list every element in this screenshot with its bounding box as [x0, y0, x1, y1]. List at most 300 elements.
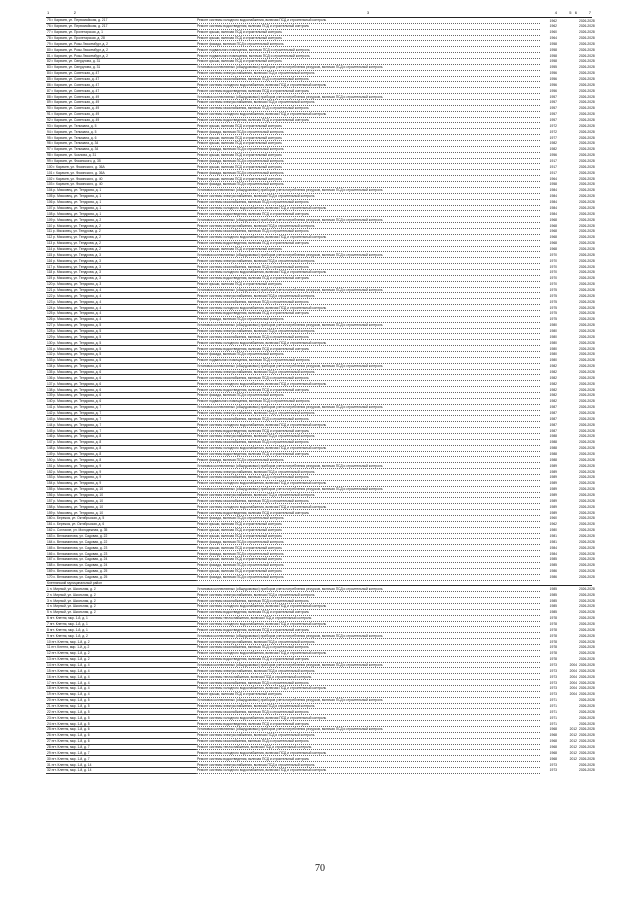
address-cell: 107 р. Мясковец, ул. Тендрова, д. 1 — [46, 205, 196, 211]
work-type-cell: Ремонт системы электроснабжения, включая ПСД и строительный контроль — [196, 492, 540, 498]
address-cell: 100 г. Карачев, ул. Фокинского, д. 36А — [46, 164, 196, 170]
planned-period-cell: 2026-2028 — [579, 217, 595, 222]
year-built-cell: 1962 — [549, 24, 557, 29]
address-cell: 112 р. Мясковец, ул. Тендрова, д. 2 — [46, 234, 196, 240]
planned-period-cell: 2026-2028 — [579, 592, 595, 597]
year-renovated-cell: 2012 — [569, 733, 577, 738]
year-built-cell: 1982 — [549, 369, 557, 374]
year-built-cell: 1957 — [549, 94, 557, 99]
work-type-cell: Ремонт системы газоснабжения, включая ПСД и строительный контроль — [196, 105, 540, 111]
address-cell: 83 г. Карачев, ул. Свердлова, д. 31 — [46, 64, 196, 70]
year-built-cell: 1962 — [549, 18, 557, 23]
address-cell: 29 пгт. Клетня, мкр. 1-й, д. 7 — [46, 750, 196, 756]
year-built-cell: 1958 — [549, 53, 557, 58]
year-built-cell: 1978 — [549, 639, 557, 644]
year-built-cell: 1980 — [549, 328, 557, 333]
planned-period-cell: 2026-2028 — [579, 311, 595, 316]
year-built-cell: 1989 — [549, 469, 557, 474]
planned-period-cell: 2026-2028 — [579, 674, 595, 679]
planned-period-cell: 2026-2028 — [579, 381, 595, 386]
work-type-cell: Ремонт системы холодного водоснабжения, включая ПСД и строительный контроль — [196, 504, 540, 510]
address-cell: 28 пгт. Клетня, мкр. 1-й, д. 7 — [46, 744, 196, 750]
work-type-cell: Ремонт системы холодного водоснабжения, включая ПСД и строительный контроль — [196, 768, 540, 774]
planned-period-cell: 2026-2028 — [579, 159, 595, 164]
year-built-cell: 1968 — [549, 750, 557, 755]
year-built-cell: 1975 — [549, 293, 557, 298]
address-cell: 10 пгт. Клетня, мкр. 1-й, д. 2 — [46, 639, 196, 645]
year-built-cell: 1989 — [549, 463, 557, 468]
planned-period-cell: 2026-2028 — [579, 475, 595, 480]
planned-period-cell: 2026-2028 — [579, 598, 595, 603]
year-built-cell: 1989 — [549, 498, 557, 503]
year-built-cell: 1968 — [549, 739, 557, 744]
work-type-cell: Ремонт системы электроснабжения, включая ПСД и строительный контроль — [196, 592, 540, 598]
planned-period-cell: 2026-2028 — [579, 282, 595, 287]
address-cell: 99 г. Карачев, ул. Фокинского, д. 35 — [46, 158, 196, 164]
address-cell: 12 пгт. Клетня, мкр. 1-й, д. 2 — [46, 650, 196, 656]
address-cell: 86 г. Карачев, ул. Советская, д. 47 — [46, 82, 196, 88]
work-type-cell: Ремонт системы холодного водоснабжения, включая ПСД и строительный контроль — [196, 305, 540, 311]
address-cell: 149 р. Мясковец, ул. Тендрова, д. 8 — [46, 451, 196, 457]
planned-period-cell: 2026-2028 — [579, 539, 595, 544]
year-built-cell: 1955 — [549, 65, 557, 70]
year-built-cell: 1986 — [549, 569, 557, 574]
work-type-cell: Ремонт системы водоотведения, включая ПСД и строительный контроль — [196, 346, 540, 352]
work-type-cell: Ремонт системы холодного водоснабжения, включая ПСД и строительный контроль — [196, 603, 540, 609]
year-renovated-cell: 2004 — [569, 674, 577, 679]
address-cell: 111 р. Мясковец, ул. Тендрова, д. 2 — [46, 228, 196, 234]
address-cell: 8 пгт. Клетня, мкр. 1-й, д. 1 — [46, 627, 196, 633]
year-built-cell: 1971 — [549, 698, 557, 703]
year-built-cell: 1968 — [549, 229, 557, 234]
year-built-cell: 1987 — [549, 416, 557, 421]
address-cell: 81 г. Карачев, ул. Розы Люксембург, д. 2 — [46, 53, 196, 59]
planned-period-cell: 2026-2028 — [579, 575, 595, 580]
work-type-cell: Ремонт фасада, включая ПСД и строительный контроль — [196, 316, 540, 322]
year-built-cell: 1973 — [549, 680, 557, 685]
work-type-cell: Установка коллективных (общедомовых) приборов учета потребления ресурсов, включая ПСД и строительный контроль — [196, 486, 540, 492]
year-built-cell: 1980 — [549, 346, 557, 351]
year-renovated-cell: 2012 — [569, 727, 577, 732]
work-type-cell: Ремонт крыши, включая ПСД и строительный контроль — [196, 527, 540, 533]
planned-period-cell: 2026-2028 — [579, 346, 595, 351]
address-cell: 117 р. Мясковец, ул. Тендрова, д. 3 — [46, 264, 196, 270]
work-type-cell: Ремонт системы теплоснабжения, включая ПСД и строительный контроль — [196, 615, 540, 621]
planned-period-cell: 2026-2028 — [579, 36, 595, 40]
work-type-cell: Ремонт фасада, включая ПСД и строительный контроль — [196, 393, 540, 399]
year-built-cell: 1978 — [549, 616, 557, 621]
work-type-cell: Ремонт системы водоотведения, включая ПСД и строительный контроль — [196, 88, 540, 94]
address-cell: 154 р. Мясковец, ул. Тендрова, д. 9 — [46, 480, 196, 486]
year-built-cell: 1988 — [549, 440, 557, 445]
year-built-cell: 1980 — [549, 528, 557, 533]
planned-period-cell: 2026-2028 — [579, 645, 595, 650]
work-type-cell: Ремонт системы электроснабжения, включая ПСД и строительный контроль — [196, 369, 540, 375]
work-type-cell: Ремонт системы водоотведения, включая ПСД и строительный контроль — [196, 656, 540, 662]
planned-period-cell: 2026-2028 — [579, 522, 595, 527]
work-type-cell: Ремонт системы газоснабжения, включая ПСД и строительный контроль — [196, 680, 540, 686]
year-built-cell: 1964 — [549, 176, 557, 181]
address-cell: 11 пгт. Клетня, мкр. 1-й, д. 2 — [46, 644, 196, 650]
work-type-cell: Ремонт фасада, включая ПСД и строительный контроль — [196, 457, 540, 463]
year-built-cell: 1968 — [549, 727, 557, 732]
year-built-cell: 1984 — [549, 551, 557, 556]
address-cell: 110 р. Мясковец, ул. Тендрова, д. 2 — [46, 223, 196, 229]
address-cell: 158 р. Мясковец, ул. Тендрова, д. 10 — [46, 504, 196, 510]
work-type-cell: Ремонт системы газоснабжения, включая ПСД и строительный контроль — [196, 598, 540, 604]
work-type-cell: Ремонт системы водоотведения, включая ПСД и строительный контроль — [196, 627, 540, 633]
address-cell: 20 пгт. Клетня, мкр. 1-й, д. 5 — [46, 697, 196, 703]
planned-period-cell: 2026-2028 — [579, 440, 595, 445]
year-built-cell: 1978 — [549, 645, 557, 650]
work-type-cell: Ремонт системы холодного водоснабжения, включая ПСД и строительный контроль — [196, 480, 540, 486]
work-type-cell: Ремонт системы газоснабжения, включая ПСД и строительный контроль — [196, 199, 540, 205]
planned-period-cell: 2026-2028 — [579, 118, 595, 123]
year-built-cell: 1956 — [549, 82, 557, 87]
address-cell: 15 пгт. Клетня, мкр. 1-й, д. 4 — [46, 668, 196, 674]
year-built-cell: 1973 — [549, 668, 557, 673]
year-built-cell: 1968 — [549, 744, 557, 749]
year-renovated-cell: 2004 — [569, 680, 577, 685]
work-type-cell: Ремонт системы водоотведения, включая ПСД и строительный контроль — [196, 117, 540, 123]
planned-period-cell: 2026-2028 — [579, 569, 595, 574]
work-type-cell: Ремонт фасада, включая ПСД и строительный контроль — [196, 574, 540, 580]
address-cell: 132 р. Мясковец, ул. Тендрова, д. 5 — [46, 351, 196, 357]
planned-period-cell: 2026-2028 — [579, 744, 595, 749]
year-renovated-cell: 2004 — [569, 692, 577, 697]
address-cell: 96 г. Карачев, ул. Тельмана, д. 34 — [46, 141, 196, 147]
address-cell: 129 р. Мясковец, ул. Тендрова, д. 5 — [46, 334, 196, 340]
address-cell: 19 пгт. Клетня, мкр. 1-й, д. 4 — [46, 691, 196, 697]
table-row — [46, 768, 592, 774]
year-built-cell: 1957 — [549, 112, 557, 117]
address-cell: 22 пгт. Клетня, мкр. 1-й, д. 5 — [46, 709, 196, 715]
planned-period-cell: 2026-2028 — [579, 709, 595, 714]
year-renovated-cell: 2012 — [569, 739, 577, 744]
address-cell: 16 пгт. Клетня, мкр. 1-й, д. 4 — [46, 674, 196, 680]
work-type-cell: Ремонт фасада, включая ПСД и строительный контроль — [196, 539, 540, 545]
planned-period-cell: 2026-2028 — [579, 229, 595, 234]
work-type-cell: Ремонт системы холодного водоснабжения, включая ПСД и строительный контроль — [196, 621, 540, 627]
work-type-cell: Ремонт системы водоотведения, включая ПСД и строительный контроль — [196, 240, 540, 246]
address-cell: 169 с. Вельяминова, ул. Садовая, д. 25 — [46, 568, 196, 574]
work-type-cell: Установка коллективных (общедомовых) приборов учета потребления ресурсов, включая ПСД и строительный контроль — [196, 217, 540, 223]
planned-period-cell: 2026-2028 — [579, 750, 595, 755]
work-type-cell: Ремонт системы электроснабжения, включая ПСД и строительный контроль — [196, 100, 540, 106]
planned-period-cell: 2026-2028 — [579, 106, 595, 111]
planned-period-cell: 2026-2028 — [579, 422, 595, 427]
year-built-cell: 1956 — [549, 77, 557, 82]
year-built-cell: 1984 — [549, 188, 557, 193]
address-cell: 155 р. Мясковец, ул. Тендрова, д. 10 — [46, 486, 196, 492]
year-built-cell: 1982 — [549, 387, 557, 392]
header-col-7: 7 — [578, 8, 592, 18]
planned-period-cell: 2026-2028 — [579, 657, 595, 662]
address-cell: 104 р. Мясковец, ул. Тендрова, д. 1 — [46, 187, 196, 193]
year-renovated-cell: 2012 — [569, 750, 577, 755]
planned-period-cell: 2026-2028 — [579, 733, 595, 738]
work-type-cell: Ремонт системы водоотведения, включая ПСД и строительный контроль — [196, 721, 540, 727]
address-cell: 137 р. Мясковец, ул. Тендрова, д. 6 — [46, 381, 196, 387]
work-type-cell: Ремонт системы холодного водоснабжения, включая ПСД и строительный контроль — [196, 685, 540, 691]
year-built-cell: 1984 — [549, 205, 557, 210]
address-cell: 165 с. Вельяминова, ул. Садовая, д. 23 — [46, 545, 196, 551]
address-cell: 102 г. Карачев, ул. Фокинского, д. 40 — [46, 176, 196, 182]
address-cell: 157 р. Мясковец, ул. Тендрова, д. 10 — [46, 498, 196, 504]
address-cell: 118 р. Мясковец, ул. Тендрова, д. 3 — [46, 269, 196, 275]
work-type-cell: Ремонт фасада, включая ПСД и строительный контроль — [196, 516, 540, 522]
address-cell: 106 р. Мясковец, ул. Тендрова, д. 1 — [46, 199, 196, 205]
planned-period-cell: 2026-2028 — [579, 340, 595, 345]
year-renovated-cell: 2012 — [569, 756, 577, 761]
work-type-cell: Ремонт системы теплоснабжения, включая ПСД и строительный контроль — [196, 744, 540, 750]
work-type-cell: Установка коллективных (общедомовых) приборов учета потребления ресурсов, включая ПСД и строительный контроль — [196, 586, 540, 592]
address-cell: 9 пгт. Клетня, мкр. 1-й, д. 2 — [46, 633, 196, 639]
address-cell: 167 с. Вельяминова, ул. Садовая, д. 24 — [46, 557, 196, 563]
year-built-cell: 1962 — [549, 522, 557, 527]
work-type-cell: Ремонт крыши, включая ПСД и строительный контроль — [196, 281, 540, 287]
address-cell: 109 р. Мясковец, ул. Тендрова, д. 2 — [46, 217, 196, 223]
planned-period-cell: 2026-2028 — [579, 41, 595, 46]
address-cell: 130 р. Мясковец, ул. Тендрова, д. 5 — [46, 340, 196, 346]
address-cell: 18 пгт. Клетня, мкр. 1-й, д. 4 — [46, 685, 196, 691]
work-type-cell: Ремонт системы газоснабжения, включая ПСД и строительный контроль — [196, 738, 540, 744]
planned-period-cell: 2026-2028 — [579, 768, 595, 773]
address-cell: 101 г. Карачев, ул. Фокинского, д. 36А — [46, 170, 196, 176]
work-type-cell: Ремонт системы электроснабжения, включая ПСД и строительный контроль — [196, 328, 540, 334]
address-cell: 140 р. Мясковец, ул. Тендрова, д. 6 — [46, 398, 196, 404]
year-built-cell: 1971 — [549, 721, 557, 726]
planned-period-cell: 2026-2028 — [579, 762, 595, 767]
planned-period-cell: 2026-2028 — [579, 528, 595, 533]
address-cell: 115 р. Мясковец, ул. Тендрова, д. 3 — [46, 252, 196, 258]
year-built-cell: 1958 — [549, 182, 557, 187]
work-type-cell: Ремонт системы электроснабжения, включая ПСД и строительный контроль — [196, 703, 540, 709]
year-renovated-cell: 2004 — [569, 662, 577, 667]
planned-period-cell: 2026-2028 — [579, 88, 595, 93]
address-cell: 92 г. Карачев, ул. Советская, д. 49 — [46, 117, 196, 123]
address-cell: 89 г. Карачев, ул. Советская, д. 49 — [46, 100, 196, 106]
planned-period-cell: 2026-2028 — [579, 534, 595, 539]
year-built-cell: 1980 — [549, 358, 557, 363]
planned-period-cell: 2026-2028 — [579, 293, 595, 298]
year-built-cell: 1980 — [549, 352, 557, 357]
address-cell: 147 р. Мясковец, ул. Тендрова, д. 8 — [46, 439, 196, 445]
address-cell: 25 пгт. Клетня, мкр. 1-й, д. 6 — [46, 726, 196, 732]
year-built-cell: 1964 — [549, 36, 557, 40]
planned-period-cell: 2026-2028 — [579, 557, 595, 562]
register-sheet — [46, 8, 595, 774]
work-type-cell: Ремонт системы газоснабжения, включая ПСД и строительный контроль — [196, 375, 540, 381]
planned-period-cell: 2026-2028 — [579, 270, 595, 275]
work-type-cell: Ремонт крыши, включая ПСД и строительный контроль — [196, 135, 540, 141]
address-cell: 80 г. Карачев, ул. Розы Люксембург, д. 2 — [46, 47, 196, 53]
planned-period-cell: 2026-2028 — [579, 71, 595, 76]
year-built-cell: 1985 — [549, 563, 557, 568]
planned-period-cell: 2026-2028 — [579, 604, 595, 609]
work-type-cell: Установка коллективных (общедомовых) приборов учета потребления ресурсов, включая ПСД и строительный контроль — [196, 404, 540, 410]
work-type-cell: Ремонт подвального помещения, включая ПСД и строительный контроль — [196, 53, 540, 59]
work-type-cell: Ремонт системы холодного водоснабжения, включая ПСД и строительный контроль — [196, 234, 540, 240]
work-type-cell: Ремонт крыши, включая ПСД и строительный контроль — [196, 59, 540, 65]
planned-period-cell: 2026-2028 — [579, 651, 595, 656]
year-built-cell: 1956 — [549, 71, 557, 76]
address-cell: 93 г. Карачев, ул. Тельмана, д. 5 — [46, 123, 196, 129]
year-built-cell: 1987 — [549, 428, 557, 433]
planned-period-cell: 2026-2028 — [579, 276, 595, 281]
work-type-cell: Установка коллективных (общедомовых) приборов учета потребления ресурсов, включая ПСД и строительный контроль — [196, 697, 540, 703]
work-type-cell: Ремонт крыши, включая ПСД и строительный контроль — [196, 521, 540, 527]
year-built-cell: 1956 — [549, 88, 557, 93]
year-built-cell: 1958 — [549, 59, 557, 64]
planned-period-cell: 2026-2028 — [579, 587, 595, 592]
work-type-cell: Ремонт крыши, включая ПСД и строительный контроль — [196, 557, 540, 563]
work-type-cell: Ремонт подвального помещения, включая ПСД и строительный контроль — [196, 357, 540, 363]
address-cell: 94 г. Карачев, ул. Тельмана, д. 5 — [46, 129, 196, 135]
work-type-cell: Установка коллективных (общедомовых) приборов учета потребления ресурсов, включая ПСД и строительный контроль — [196, 726, 540, 732]
repair-register-table — [46, 8, 595, 774]
year-built-cell: 1984 — [549, 194, 557, 199]
address-cell: 136 р. Мясковец, ул. Тендрова, д. 6 — [46, 375, 196, 381]
year-built-cell: 1978 — [549, 633, 557, 638]
year-built-cell: 1957 — [549, 118, 557, 123]
address-cell: 24 пгт. Клетня, мкр. 1-й, д. 5 — [46, 721, 196, 727]
year-built-cell: 1968 — [549, 241, 557, 246]
work-type-cell: Ремонт системы водоотведения, включая ПСД и строительный контроль — [196, 275, 540, 281]
year-built-cell: 1973 — [549, 768, 557, 773]
work-type-cell: Ремонт фасада, включая ПСД и строительный контроль — [196, 551, 540, 557]
work-type-cell: Ремонт подвального помещения, включая ПСД и строительный контроль — [196, 47, 540, 53]
header-col-4: 4 — [540, 8, 558, 18]
address-cell: 125 р. Мясковец, ул. Тендрова, д. 4 — [46, 310, 196, 316]
address-cell: 120 р. Мясковец, ул. Тендрова, д. 3 — [46, 281, 196, 287]
year-built-cell: 1970 — [549, 282, 557, 287]
work-type-cell: Ремонт фасада, включая ПСД и строительный контроль — [196, 146, 540, 152]
planned-period-cell: 2026-2028 — [579, 194, 595, 199]
address-cell: 160 с. Бережок, ул. Октябрьская, д. 5 — [46, 516, 196, 522]
address-cell: 13 пгт. Клетня, мкр. 1-й, д. 2 — [46, 656, 196, 662]
address-cell: 95 г. Карачев, ул. Тельмана, д. 6 — [46, 135, 196, 141]
year-built-cell: 1968 — [549, 223, 557, 228]
address-cell: 124 р. Мясковец, ул. Тендрова, д. 4 — [46, 305, 196, 311]
planned-period-cell: 2026-2028 — [579, 446, 595, 451]
address-cell: 150 р. Мясковец, ул. Тендрова, д. 8 — [46, 457, 196, 463]
year-built-cell: 1960 — [549, 30, 557, 35]
year-built-cell: 1980 — [549, 340, 557, 345]
work-type-cell: Ремонт системы холодного водоснабжения, включая ПСД и строительный контроль — [196, 82, 540, 88]
address-cell: 141 р. Мясковец, ул. Тендрова, д. 7 — [46, 404, 196, 410]
planned-period-cell: 2026-2028 — [579, 621, 595, 626]
year-built-cell: 1968 — [549, 235, 557, 240]
year-built-cell: 1975 — [549, 287, 557, 292]
work-type-cell: Ремонт системы водоотведения, включая ПСД и строительный контроль — [196, 510, 540, 516]
planned-period-cell: 2026-2028 — [579, 182, 595, 187]
year-built-cell: 1989 — [549, 510, 557, 515]
address-cell: 153 р. Мясковец, ул. Тендрова, д. 9 — [46, 475, 196, 481]
address-cell: 21 пгт. Клетня, мкр. 1-й, д. 5 — [46, 703, 196, 709]
work-type-cell: Ремонт системы электроснабжения, включая ПСД и строительный контроль — [196, 732, 540, 738]
address-cell: 75 г. Карачев, ул. Первомайская, д. 217 — [46, 18, 196, 24]
year-built-cell: 1978 — [549, 657, 557, 662]
work-type-cell: Установка коллективных (общедомовых) приборов учета потребления ресурсов, включая ПСД и строительный контроль — [196, 187, 540, 193]
work-type-cell: Ремонт системы газоснабжения, включая ПСД и строительный контроль — [196, 264, 540, 270]
year-built-cell: 1988 — [549, 446, 557, 451]
address-cell: 145 р. Мясковец, ул. Тендрова, д. 7 — [46, 428, 196, 434]
year-built-cell: 1971 — [549, 703, 557, 708]
planned-period-cell: 2026-2028 — [579, 668, 595, 673]
year-built-cell: 1985 — [549, 557, 557, 562]
year-built-cell: 1982 — [549, 393, 557, 398]
address-cell: 152 р. Мясковец, ул. Тендрова, д. 9 — [46, 469, 196, 475]
work-type-cell: Ремонт системы холодного водоснабжения, включая ПСД и строительный контроль — [196, 205, 540, 211]
address-cell: 168 с. Вельяминова, ул. Садовая, д. 24 — [46, 562, 196, 568]
year-built-cell: 1985 — [549, 598, 557, 603]
work-type-cell: Ремонт системы водоотведения, включая ПСД и строительный контроль — [196, 310, 540, 316]
address-cell: 90 г. Карачев, ул. Советская, д. 49 — [46, 105, 196, 111]
planned-period-cell: 2026-2028 — [579, 692, 595, 697]
planned-period-cell: 2026-2028 — [579, 516, 595, 521]
planned-period-cell: 2026-2028 — [579, 205, 595, 210]
header-col-5: 5 6 — [558, 8, 578, 18]
year-renovated-cell: 2012 — [569, 744, 577, 749]
address-cell: 30 пгт. Клетня, мкр. 1-й, д. 7 — [46, 756, 196, 762]
work-type-cell: Установка коллективных (общедомовых) приборов учета потребления ресурсов, включая ПСД и строительный контроль — [196, 287, 540, 293]
planned-period-cell: 2026-2028 — [579, 487, 595, 492]
work-type-cell: Ремонт системы газоснабжения, включая ПСД и строительный контроль — [196, 498, 540, 504]
work-type-cell: Ремонт системы электроснабжения, включая ПСД и строительный контроль — [196, 762, 540, 768]
address-cell: 87 г. Карачев, ул. Советская, д. 47 — [46, 88, 196, 94]
planned-period-cell: 2026-2028 — [579, 164, 595, 169]
work-type-cell: Ремонт системы водоотведения, включая ПСД и строительный контроль — [196, 428, 540, 434]
address-cell: 2 п. Мирный, ул. Школьная, д. 2 — [46, 592, 196, 598]
planned-period-cell: 2026-2028 — [579, 65, 595, 70]
planned-period-cell: 2026-2028 — [579, 369, 595, 374]
work-type-cell: Ремонт системы холодного водоснабжения, включая ПСД и строительный контроль — [196, 715, 540, 721]
planned-period-cell: 2026-2028 — [579, 94, 595, 99]
address-cell: 126 р. Мясковец, ул. Тендрова, д. 4 — [46, 316, 196, 322]
planned-period-cell: 2026-2028 — [579, 112, 595, 117]
work-type-cell: Ремонт системы газоснабжения, включая ПСД и строительный контроль — [196, 475, 540, 481]
year-built-cell: 1970 — [549, 276, 557, 281]
year-renovated-cell: 2004 — [569, 686, 577, 691]
address-cell: 105 р. Мясковец, ул. Тендрова, д. 1 — [46, 193, 196, 199]
year-built-cell: 1984 — [549, 211, 557, 216]
planned-period-cell: 2026-2028 — [579, 287, 595, 292]
address-cell: 26 пгт. Клетня, мкр. 1-й, д. 6 — [46, 732, 196, 738]
planned-period-cell: 2026-2028 — [579, 493, 595, 498]
year-built-cell: 1989 — [549, 475, 557, 480]
year-built-cell: 1982 — [549, 141, 557, 146]
work-type-cell: Ремонт системы водоотведения, включая ПСД и строительный контроль — [196, 756, 540, 762]
planned-period-cell: 2026-2028 — [579, 686, 595, 691]
planned-period-cell: 2026-2028 — [579, 30, 595, 35]
planned-period-cell: 2026-2028 — [579, 77, 595, 82]
work-type-cell: Ремонт системы газоснабжения, включая ПСД и строительный контроль — [196, 439, 540, 445]
year-built-cell: 1985 — [549, 587, 557, 592]
work-type-cell: Ремонт крыши, включая ПСД и строительный контроль — [196, 29, 540, 35]
year-built-cell: 1971 — [549, 715, 557, 720]
section-title: Клетнянский муниципальный район — [46, 580, 592, 586]
year-built-cell: 1957 — [549, 106, 557, 111]
year-built-cell: 1970 — [549, 270, 557, 275]
work-type-cell: Ремонт системы газоснабжения, включая ПСД и строительный контроль — [196, 644, 540, 650]
year-built-cell: 1917 — [549, 170, 557, 175]
address-cell: 84 г. Карачев, ул. Советская, д. 47 — [46, 70, 196, 76]
address-cell: 166 с. Вельяминова, ул. Садовая, д. 23 — [46, 551, 196, 557]
planned-period-cell: 2026-2028 — [579, 235, 595, 240]
address-cell: 144 р. Мясковец, ул. Тендрова, д. 7 — [46, 422, 196, 428]
planned-period-cell: 2026-2028 — [579, 153, 595, 158]
